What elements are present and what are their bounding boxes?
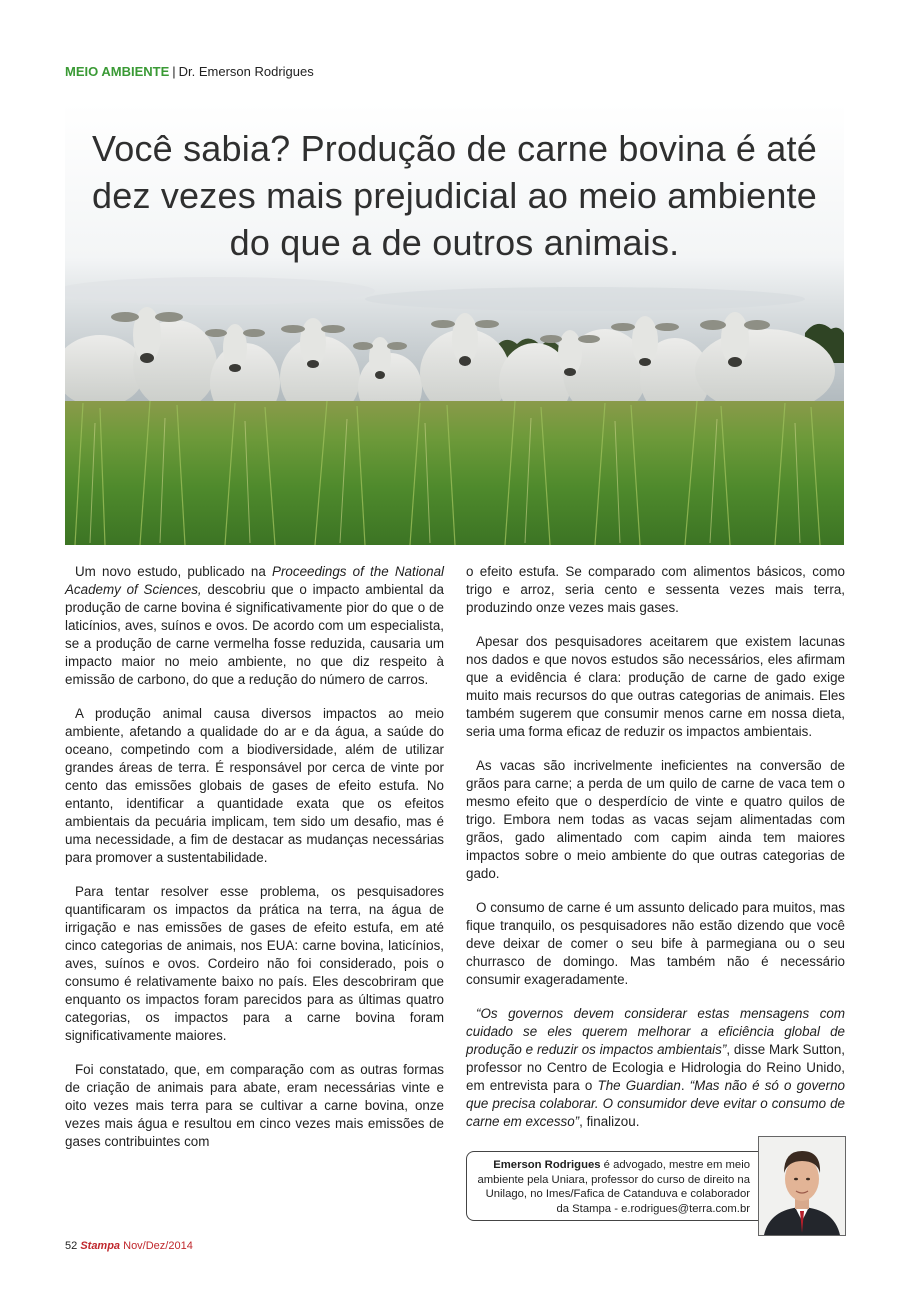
journal-name: Proceedings of the National Academy of Sciences,: [65, 564, 444, 597]
paragraph: Apesar dos pesquisadores aceitarem que existem lacunas nos dados e que novos estudos são necessários, eles afirmam que a evidência é clara: produção de carne de gado exige muito mais recursos do que outras categorias de animais. Eles também sugerem que consumir menos carne em nossa dieta, seria uma forma eficaz de reduzir os impactos ambientais.: [466, 634, 845, 739]
article-column-right: [466, 563, 845, 1147]
author-photo: [759, 1137, 845, 1235]
header-author: Dr. Emerson Rodrigues: [178, 64, 314, 79]
article-title: [65, 125, 844, 266]
issue-date: Nov/Dez/2014: [123, 1240, 193, 1252]
paragraph: O consumo de carne é um assunto delicado para muitos, mas fique tranquilo, os pesquisadores não estão dizendo que você deve deixar de comer o seu bife à parmegiana ou o seu churrasco de domingo. Mas também não é necessário consumir exageradamente.: [466, 900, 845, 987]
author-bio: Emerson Rodrigues é advogado, mestre em meio ambiente pela Uniara, professor do curso de direito na Unilago, no Imes/Fafica de Catanduva e colaborador da Stampa - e.rodrigues@terra.com.br: [477, 1159, 750, 1215]
source-name: The Guardian: [597, 1078, 681, 1093]
title-line: do que a de outros animais.: [229, 222, 680, 263]
article-column-left: [65, 563, 444, 1167]
paragraph: Para tentar resolver esse problema, os pesquisadores quantificaram os impactos da prática na terra, na água de irrigação e nas emissões de gases de efeito estufa, em até cinco categorias de animais, nos EUA: carne bovina, laticínios, aves, suínos e ovos. Cordeiro não foi considerado, pois o consumo é relativamente baixo no país. Eles descobriram que enquanto os impactos foram parecidos para as últimas quatro categorias, os impactos para a carne bovina foram significativamente maiores.: [65, 884, 444, 1043]
hero-image: [65, 103, 844, 545]
paragraph: “Os governos devem considerar estas mensagens com cuidado se eles querem melhorar a eficiência global de produção e reduzir os impactos ambientais”, disse Mark Sutton, professor no Centro de Ecologia e Hidrologia do Reino Unido, em entrevista para o The Guardian. “Mas não é só o governo que precisa colaborar. O consumidor deve evitar o consumo de carne em excesso”, finalizou.: [466, 1006, 845, 1129]
section-label: MEIO AMBIENTE: [65, 64, 170, 79]
paragraph: Um novo estudo, publicado na Proceedings of the National Academy of Sciences, descobriu que o impacto ambiental da produção de carne bovina é significativamente pior do que o de laticínios, aves, suínos e ovos. De acordo com um especialista, se a produção de carne vermelha fosse reduzida, causaria um impacto maior no meio ambiente, no que diz respeito à emissão de carbono, do que a redução do número de carros.: [65, 564, 444, 687]
title-line: Você sabia? Produção de carne bovina é até: [92, 128, 817, 169]
quote: “Os governos devem considerar estas mensagens com cuidado se eles querem melhorar a eficiência global de produção e reduzir os impactos ambientais”: [466, 1006, 845, 1057]
header-separator: |: [172, 64, 176, 79]
magazine-name: Stampa: [80, 1240, 121, 1252]
quote: “Mas não é só o governo que precisa colaborar. O consumidor deve evitar o consumo de carne em excesso”: [466, 1078, 845, 1129]
section-header: [65, 64, 314, 80]
page-number: 52: [65, 1240, 78, 1252]
title-line: dez vezes mais prejudicial ao meio ambiente: [92, 175, 817, 216]
paragraph: o efeito estufa. Se comparado com alimentos básicos, como trigo e arroz, seria cento e sessenta vezes mais terra, produzindo onze vezes mais gases.: [466, 564, 845, 615]
paragraph: Foi constatado, que, em comparação com as outras formas de criação de animais para abate, eram necessárias vinte e oito vezes mais terra para se cultivar a carne bovina, onze vezes mais água e resultou em cinco vezes mais emissões de gases contribuintes com: [65, 1062, 444, 1149]
paragraph: A produção animal causa diversos impactos ao meio ambiente, afetando a qualidade do ar e da água, a saúde do oceano, competindo com a biodiversidade, além de utilizar grandes áreas de terra. É responsável por cerca de vinte por cento das emissões globais de gases de efeito estufa. No entanto, identificar a quantidade exata que os efeitos ambientais da pecuária implicam, tem sido um desafio, mas é uma necessidade, a fim de destacar as mudanças necessárias para promover a sustentabilidade.: [65, 706, 444, 865]
paragraph: As vacas são incrivelmente ineficientes na conversão de grãos para carne; a perda de um quilo de carne de vaca tem o mesmo efeito que o desperdício de vinte e quatro quilos de trigo. Embora nem todas as vacas sejam alimentadas com grãos, gado alimentado com capim ainda tem maiores impactos sobre o meio ambiente do que outras categorias de gado.: [466, 758, 845, 881]
author-portrait: [758, 1136, 846, 1236]
page-footer: [65, 1240, 193, 1253]
author-name: Emerson Rodrigues: [493, 1159, 601, 1171]
